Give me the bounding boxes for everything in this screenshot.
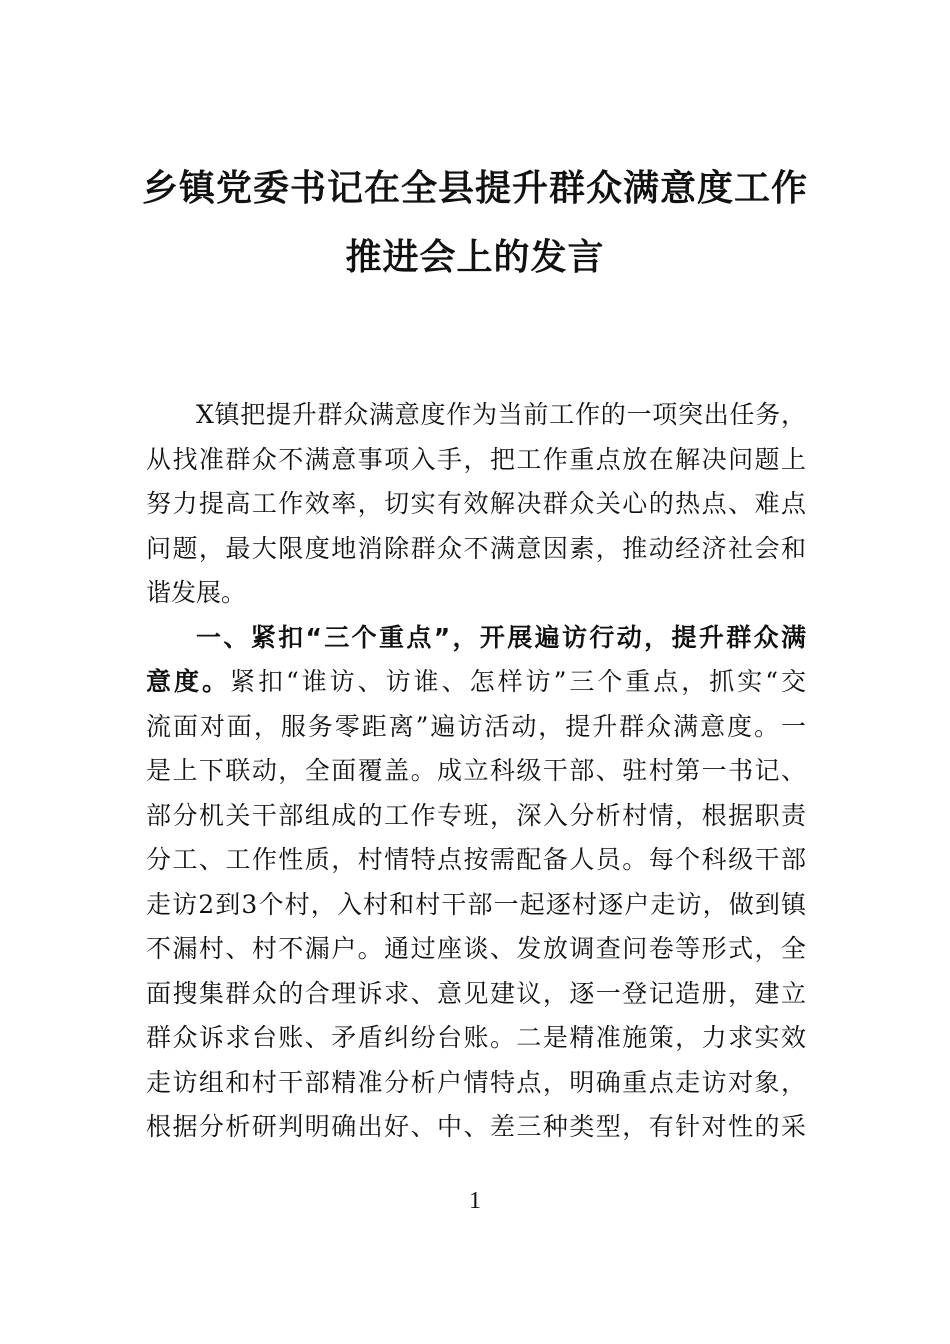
paragraph-2-line: 走访组和村干部精准分析户情特点，明确重点走访对象， bbox=[146, 1067, 806, 1097]
paragraph-2-line: 走访2到3个村，入村和村干部一起逐村逐户走访，做到镇 bbox=[146, 889, 806, 919]
paragraph-1-line: 努力提高工作效率，切实有效解决群众关心的热点、难点 bbox=[146, 489, 806, 518]
paragraph-2-line: 不漏村、村不漏户。通过座谈、发放调查问卷等形式，全 bbox=[146, 934, 806, 963]
paragraph-2-line: 面搜集群众的合理诉求、意见建议，逐一登记造册，建立 bbox=[146, 978, 806, 1008]
paragraph-2-line: 是上下联动，全面覆盖。成立科级干部、驻村第一书记、 bbox=[146, 756, 806, 785]
paragraph-1-line: 从找准群众不满意事项入手，把工作重点放在解决问题上 bbox=[146, 444, 806, 474]
section-1-heading-end: 意度。 bbox=[146, 667, 230, 696]
paragraph-1-line: 谐发展。 bbox=[146, 578, 247, 607]
document-title-line-2: 推进会上的发言 bbox=[345, 236, 605, 278]
paragraph-2-line: 群众诉求台账、矛盾纠纷台账。二是精准施策，力求实效 bbox=[146, 1023, 806, 1052]
document-title-line-1: 乡镇党委书记在全县提升群众满意度工作 bbox=[141, 167, 808, 209]
document-body bbox=[146, 393, 806, 1150]
paragraph-2-line bbox=[146, 660, 806, 705]
paragraph-1-line: X镇把提升群众满意度作为当前工作的一项突出任务， bbox=[196, 400, 806, 429]
paragraph-2-line: 根据分析研判明确出好、中、差三种类型，有针对性的采 bbox=[146, 1112, 806, 1141]
page-number: 1 bbox=[469, 1188, 481, 1214]
paragraph-1-line: 问题，最大限度地消除群众不满意因素，推动经济社会和 bbox=[146, 533, 806, 563]
paragraph-2-line-rest: 紧扣“谁访、访谁、怎样访”三个重点，抓实“交 bbox=[229, 667, 806, 696]
paragraph-2-line: 分工、工作性质，村情特点按需配备人员。每个科级干部 bbox=[146, 845, 806, 874]
section-1-heading: 一、紧扣“三个重点”，开展遍访行动，提升群众满 bbox=[196, 622, 806, 652]
paragraph-2-line: 部分机关干部组成的工作专班，深入分析村情，根据职责 bbox=[146, 800, 806, 830]
paragraph-2-line: 流面对面，服务零距离”遍访活动，提升群众满意度。一 bbox=[146, 711, 806, 741]
